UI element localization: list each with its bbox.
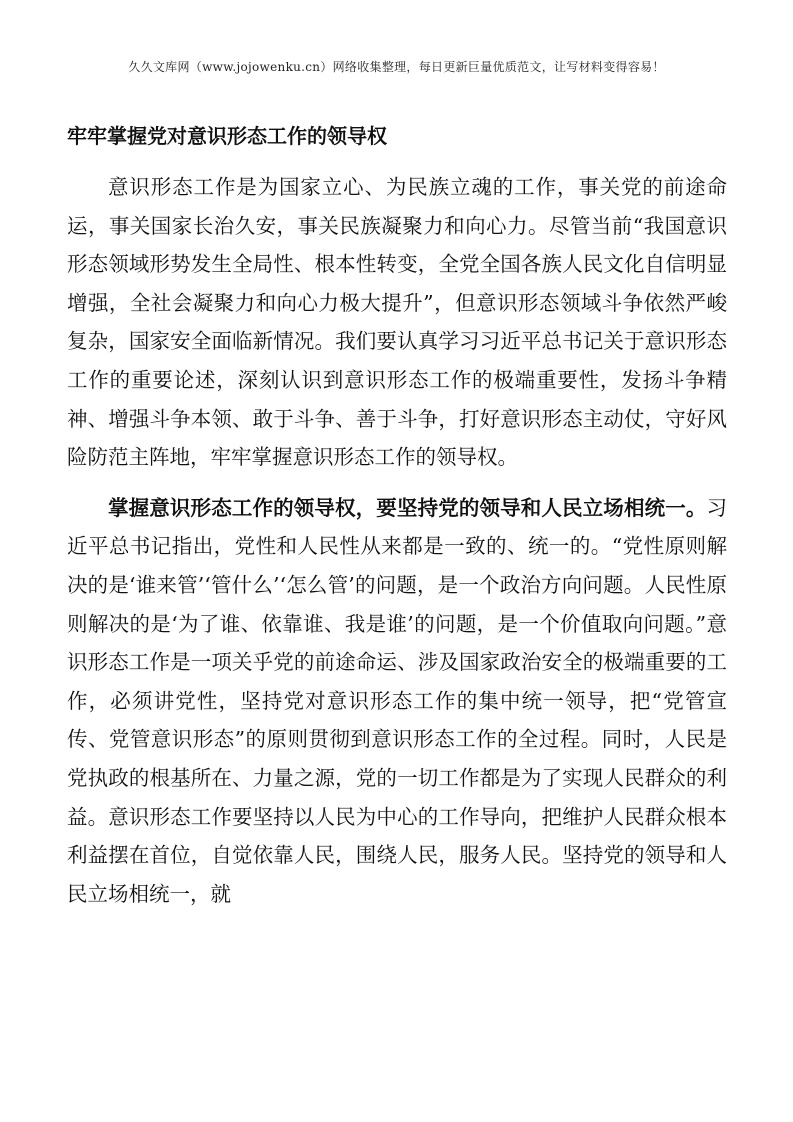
document-body bbox=[67, 116, 727, 925]
paragraph-2-body: 习近平总书记指出，党性和人民性从来都是一致的、统一的。“党性原则解决的是‘谁来管’‘管什么’‘怎么管’的问题，是一个政治方向问题。人民性原则解决的是‘为了谁、依靠谁、我是谁’的问题，是一个价值取向问题。”意识形态工作是一项关乎党的前途命运、涉及国家政治安全的极端重要的工作，必须讲党性，坚持党对意识形态工作的集中统一领导，把“党管宣传、党管意识形态”的原则贯彻到意识形态工作的全过程。同时，人民是党执政的根基所在、力量之源，党的一切工作都是为了实现人民群众的利益。意识形态工作要坚持以人民为中心的工作导向，把维护人民群众根本利益摆在首位，自觉依靠人民，围绕人民，服务人民。坚持党的领导和人民立场相统一，就 bbox=[67, 495, 727, 906]
site-header-note: 久久文库网（www.jojowenku.cn）网络收集整理，每日更新巨量优质范文，让写材料变得容易！ bbox=[128, 60, 665, 74]
paragraph-2 bbox=[67, 489, 727, 914]
paragraph-2-lead: 掌握意识形态工作的领导权，要坚持党的领导和人民立场相统一。 bbox=[108, 495, 707, 520]
paragraph-1: 意识形态工作是为国家立心、为民族立魂的工作，事关党的前途命运，事关国家长治久安，事关民族凝聚力和向心力。尽管当前“我国意识形态领域形势发生全局性、根本性转变，全党全国各族人民文化自信明显增强，全社会凝聚力和向心力极大提升”，但意识形态领域斗争依然严峻复杂，国家安全面临新情况。我们要认真学习习近平总书记关于意识形态工作的重要论述，深刻认识到意识形态工作的极端重要性，发扬斗争精神、增强斗争本领、敢于斗争、善于斗争，打好意识形态主动仗，守好风险防范主阵地，牢牢掌握意识形态工作的领导权。 bbox=[67, 175, 727, 470]
document-title: 牢牢掌握党对意识形态工作的领导权 bbox=[67, 124, 387, 148]
